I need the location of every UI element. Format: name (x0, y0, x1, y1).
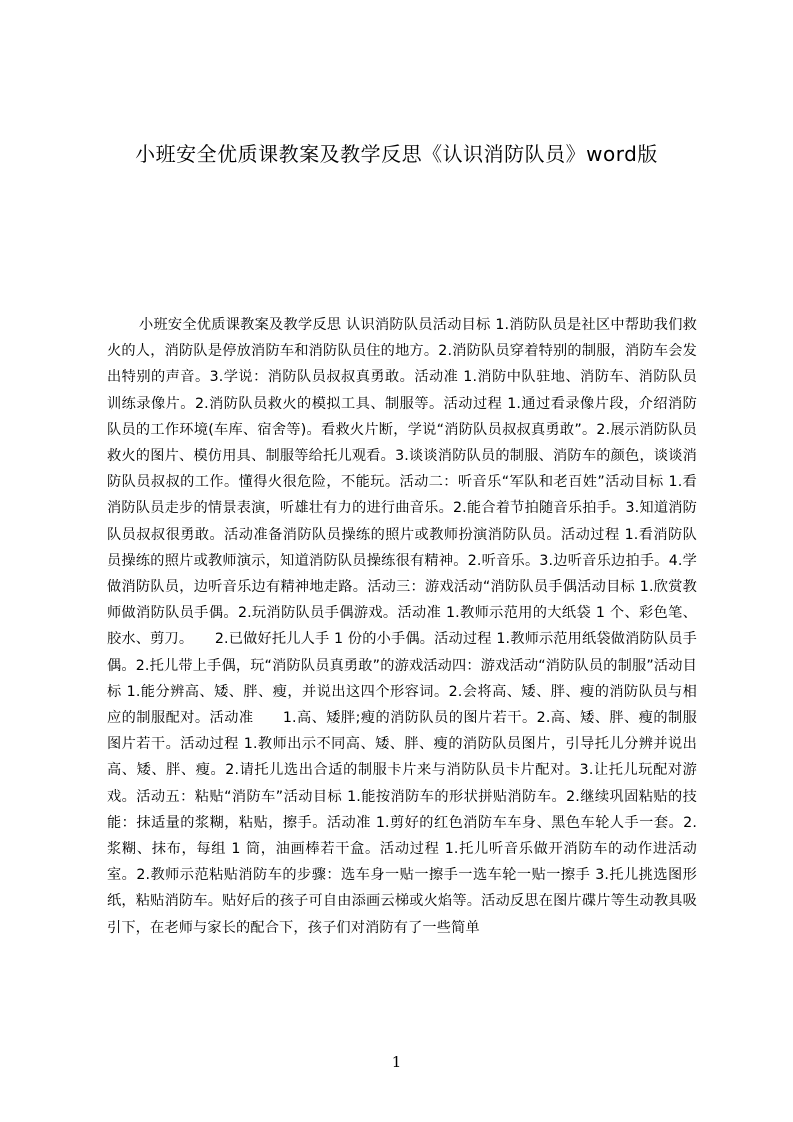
body-paragraph: 小班安全优质课教案及教学反思 认识消防队员活动目标 1.消防队员是社区中帮助我们救火的人，消防队是停放消防车和消防队员住的地方。2.消防队员穿着特别的制服，消防车会发出特别的声音。3.学说：消防队员叔叔真勇敢。活动准 1.消防中队驻地、消防车、消防队员训练录像片。2.消防队员救火的模拟工具、制服等。活动过程 1.通过看录像片段，介绍消防队员的工作环境(车库、宿舍等)。看救火片断，学说“消防队员叔叔真勇敢”。2.展示消防队员救火的图片、模仿用具、制服等给托儿观看。3.谈谈消防队员的制服、消防车的颜色，谈谈消防队员叔叔的工作。懂得火很危险，不能玩。活动二：听音乐“军队和老百姓”活动目标 1.看消防队员走步的情景表演，听雄壮有力的进行曲音乐。2.能合着节拍随音乐拍手。3.知道消防队员叔叔很勇敢。活动准备消防队员操练的照片或教师扮演消防队员。活动过程 1.看消防队员操练的照片或教师演示，知道消防队员操练很有精神。2.听音乐。3.边听音乐边拍手。4.学做消防队员，边听音乐边有精神地走路。活动三：游戏活动“消防队员手偶活动目标 1.欣赏教师做消防队员手偶。2.玩消防队员手偶游戏。活动准 1.教师示范用的大纸袋 1 个、彩色笔、胶水、剪刀。 2.已做好托儿人手 1 份的小手偶。活动过程 1.教师示范用纸袋做消防队员手偶。2.托儿带上手偶，玩“消防队员真勇敢”的游戏活动四：游戏活动“消防队员的制服”活动目标 1.能分辨高、矮、胖、瘦，并说出这四个形容词。2.会将高、矮、胖、瘦的消防队员与相应的制服配对。活动准 1.高、矮胖;瘦的消防队员的图片若干。2.高、矮、胖、瘦的制服图片若干。活动过程 1.教师出示不同高、矮、胖、瘦的消防队员图片，引导托儿分辨并说出高、矮、胖、瘦。2.请托儿选出合适的制服卡片来与消防队员卡片配对。3.让托儿玩配对游戏。活动五：粘贴“消防车”活动目标 1.能按消防车的形状拼贴消防车。2.继续巩固粘贴的技能：抹适量的浆糊，粘贴，擦手。活动准 1.剪好的红色消防车车身、黑色车轮人手一套。2.浆糊、抹布，每组 1 筒，油画棒若干盒。活动过程 1.托儿听音乐做开消防车的动作进活动室。2.教师示范粘贴消防车的步骤：选车身一贴一擦手一选车轮一贴一擦手 3.托儿挑选图形纸，粘贴消防车。贴好后的孩子可自由添画云梯或火焰等。活动反思在图片碟片等生动教具吸引下，在老师与家长的配合下，孩子们对消防有了一些简单 (107, 317, 697, 936)
document-title: 小班安全优质课教案及教学反思《认识消防队员》word版 (135, 142, 658, 166)
page-number: 1 (391, 1053, 402, 1071)
